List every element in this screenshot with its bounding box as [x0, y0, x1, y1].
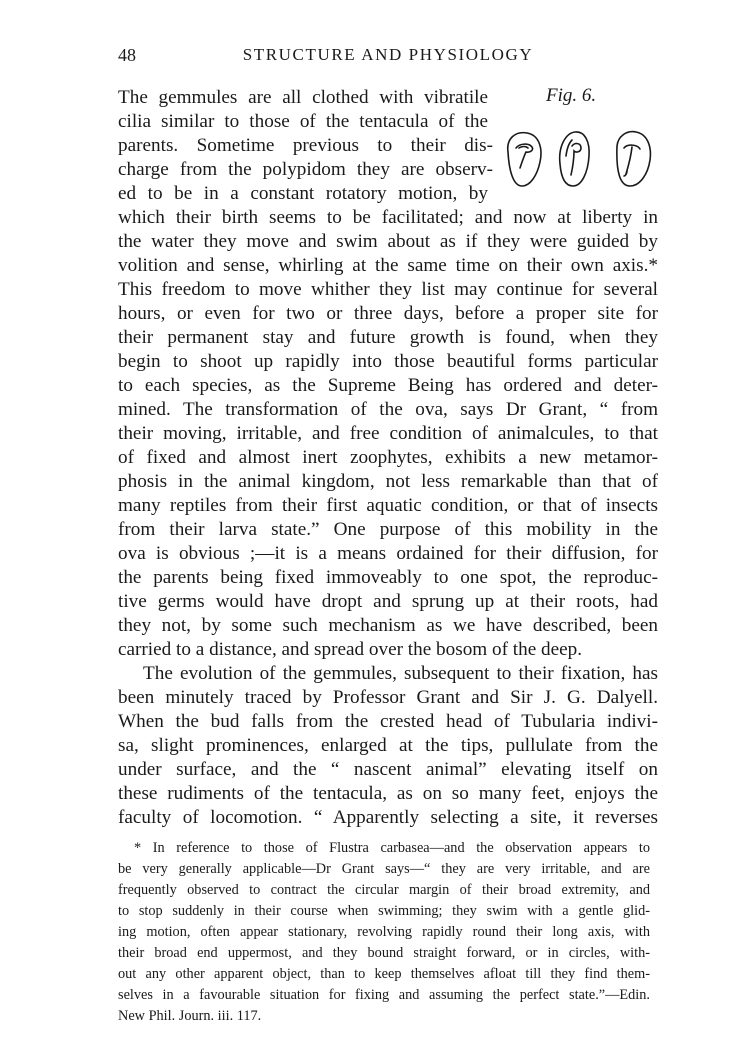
footnote-line: selves in a favourable situation for fixing and assuming the perfect state.”—Edin. [118, 987, 650, 1003]
footnote-line: out any other apparent object, than to keep themselves afloat till they find them- [118, 966, 650, 982]
text-line: mined. The transformation of the ova, says Dr Grant, “ from [118, 399, 658, 420]
text-line: ed to be in a constant rotatory motion, by [118, 183, 488, 204]
text-line: of fixed and almost inert zoophytes, exhibits a new metamor- [118, 447, 658, 468]
footnote-line: be very generally applicable—Dr Grant says—“ they are very irritable, and are [118, 861, 650, 877]
page-number: 48 [118, 45, 136, 65]
page-header [118, 45, 658, 71]
gemmules-illustration [500, 126, 665, 198]
text-line: they not, by some such mechanism as we have described, been [118, 615, 658, 636]
text-line: ova is obvious ;—it is a means ordained for their diffusion, for [118, 543, 658, 564]
text-line: When the bud falls from the crested head of Tubularia indivi- [118, 711, 658, 732]
gemmule-figure-3 [617, 132, 651, 186]
footnote-line: * In reference to those of Flustra carbasea—and the observation appears to [134, 840, 650, 856]
text-line: which their birth seems to be facilitated; and now at liberty in [118, 207, 658, 228]
text-line: their moving, irritable, and free condition of animalcules, to that [118, 423, 658, 444]
text-line: carried to a distance, and spread over the bosom of the deep. [118, 639, 583, 660]
text-line: begin to shoot up rapidly into those beautiful forms particular [118, 351, 658, 372]
text-line: charge from the polypidom they are observ- [118, 159, 493, 180]
text-line: phosis in the animal kingdom, not less remarkable than that of [118, 471, 658, 492]
figure-caption: Fig. 6. [546, 85, 597, 106]
gemmule-figure-1 [508, 133, 541, 186]
text-line: This freedom to move whither they list may continue for several [118, 279, 658, 300]
footnote-line: their broad end uppermost, and they bound straight forward, or in circles, with- [118, 945, 650, 961]
text-line: The gemmules are all clothed with vibratile [118, 87, 488, 108]
text-line: volition and sense, whirling at the same time on their own axis.* [118, 255, 658, 276]
text-line: many reptiles from their first aquatic condition, or that of insects [118, 495, 658, 516]
running-head: STRUCTURE AND PHYSIOLOGY [242, 45, 534, 64]
text-line: The evolution of the gemmules, subsequent to their fixation, has [143, 663, 658, 684]
text-line: the parents being fixed immoveably to one spot, the reproduc- [118, 567, 658, 588]
text-line: their permanent stay and future growth is found, when they [118, 327, 658, 348]
text-line: the water they move and swim about as if they were guided by [118, 231, 658, 252]
footnote-line: ing motion, often appear stationary, revolving rapidly round their long axis, with [118, 924, 650, 940]
text-line: these rudiments of the tentacula, as on so many feet, enjoys the [118, 783, 658, 804]
text-line: been minutely traced by Professor Grant and Sir J. G. Dalyell. [118, 687, 658, 708]
footnote-line: frequently observed to contract the circular margin of their broad extremity, and [118, 882, 650, 898]
footnote-line: to stop suddenly in their course when swimming; they swim with a gentle glid- [118, 903, 650, 919]
text-line: parents. Sometime previous to their dis- [118, 135, 493, 156]
text-line: faculty of locomotion. “ Apparently selecting a site, it reverses [118, 807, 658, 828]
text-line: to each species, as the Supreme Being has ordered and deter- [118, 375, 658, 396]
text-line: under surface, and the “ nascent animal” elevating itself on [118, 759, 658, 780]
text-line: cilia similar to those of the tentacula of the [118, 111, 488, 132]
text-line: from their larva state.” One purpose of this mobility in the [118, 519, 658, 540]
footnote-line: New Phil. Journ. iii. 117. [118, 1008, 262, 1024]
text-line: tive germs would have dropt and sprung up at their roots, had [118, 591, 658, 612]
text-line: sa, slight prominences, enlarged at the tips, pullulate from the [118, 735, 658, 756]
gemmule-figure-2 [560, 132, 589, 186]
text-line: hours, or even for two or three days, before a proper site for [118, 303, 658, 324]
